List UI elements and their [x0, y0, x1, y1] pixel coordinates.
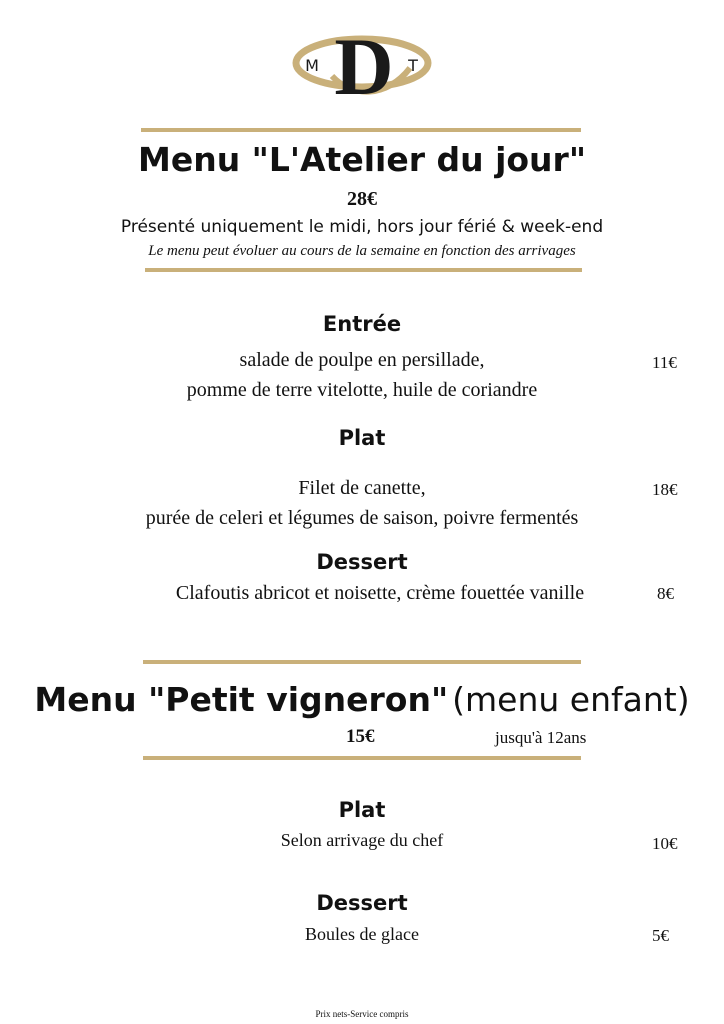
menu2-price: 15€ — [346, 726, 375, 747]
menu1-entree-line-2: pomme de terre vitelotte, huile de coriandre — [186, 379, 538, 401]
logo-letter-t: T — [408, 56, 418, 75]
logo-letter-d: D — [334, 21, 394, 108]
footer-note: Prix nets-Service compris — [315, 1009, 409, 1019]
menu2-plat-title: Plat — [338, 798, 386, 822]
menu1-entree-line-1: salade de poulpe en persillade, — [239, 349, 485, 371]
menu2-plat-line-1: Selon arrivage du chef — [280, 830, 444, 850]
menu2-title: Menu "Petit vigneron" — [34, 680, 449, 719]
menu1-note: Le menu peut évoluer au cours de la semaine en fonction des arrivages — [148, 243, 576, 259]
menu1-plat-title: Plat — [338, 426, 386, 450]
menu1-dessert-line-1: Clafoutis abricot et noisette, crème fouettée vanille — [175, 582, 585, 604]
menu2-dessert-line-1: Boules de glace — [305, 924, 419, 944]
menu2-age: jusqu'à 12ans — [495, 728, 587, 747]
menu2-title-row — [0, 680, 724, 719]
menu1-plat-line-1: Filet de canette, — [298, 477, 426, 499]
menu2-dessert-price: 5€ — [652, 926, 669, 945]
menu2-top-rule — [143, 660, 581, 664]
menu1-dessert-title: Dessert — [316, 550, 408, 574]
menu1-top-rule — [141, 128, 581, 132]
menu1-entree-price: 11€ — [652, 353, 677, 372]
menu2-subtitle: (menu enfant) — [452, 680, 690, 719]
menu1-entree-title: Entrée — [322, 312, 402, 336]
menu1-availability: Présenté uniquement le midi, hors jour férié & week-end — [120, 217, 604, 237]
menu1-title: Menu "L'Atelier du jour" — [137, 140, 587, 179]
restaurant-logo — [292, 18, 432, 108]
menu1-price: 28€ — [347, 188, 377, 210]
logo-letter-m: M — [305, 56, 319, 75]
menu1-bottom-rule — [145, 268, 582, 272]
menu1-dessert-price: 8€ — [657, 584, 674, 603]
menu2-plat-price: 10€ — [652, 834, 678, 853]
menu1-plat-line-2: purée de celeri et légumes de saison, poivre fermentés — [145, 507, 579, 529]
menu1-plat-price: 18€ — [652, 480, 678, 499]
menu2-dessert-title: Dessert — [316, 891, 408, 915]
menu2-bottom-rule — [143, 756, 581, 760]
